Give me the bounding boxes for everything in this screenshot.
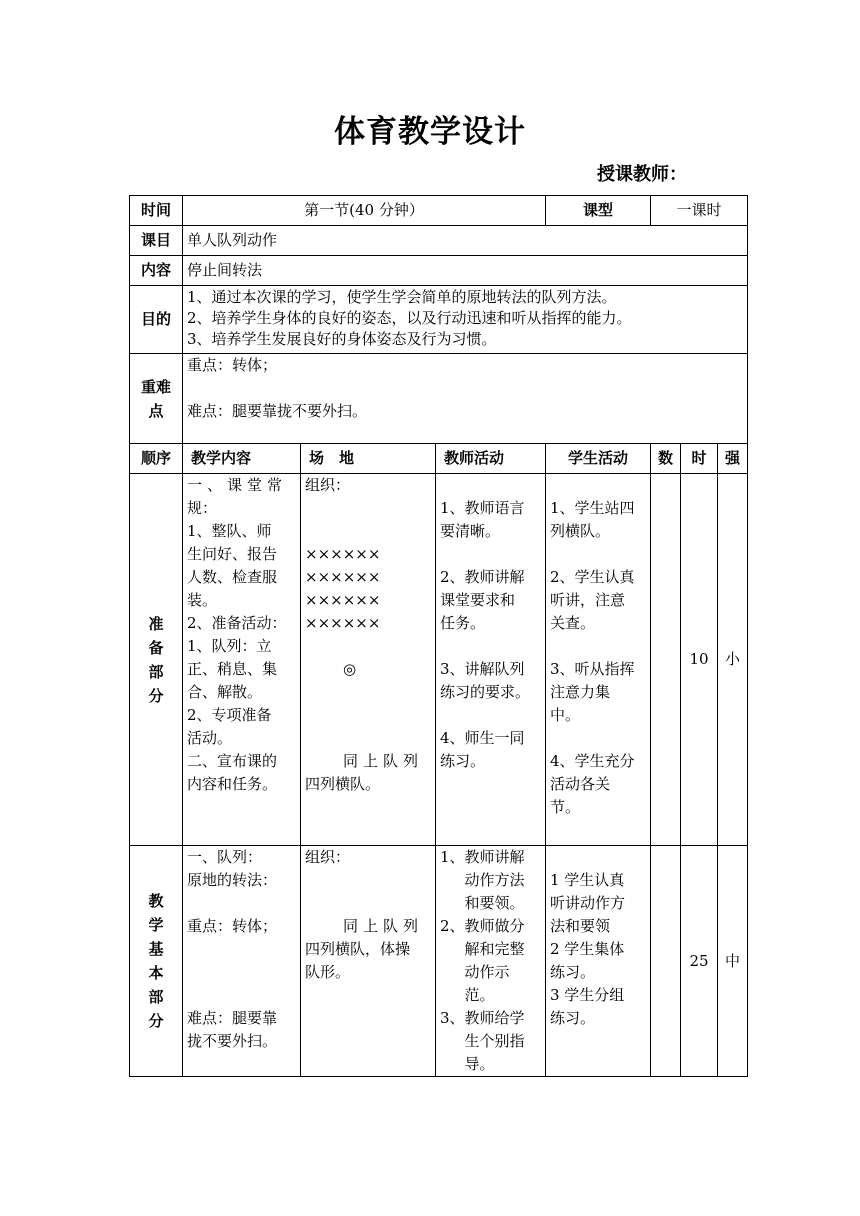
prep-content-line: 二、宣布课的 bbox=[187, 752, 278, 770]
prep-content-line: 内容和任务。 bbox=[187, 775, 278, 793]
step-line: 导。 bbox=[464, 1055, 495, 1073]
student-activity-line: 活动各关 bbox=[550, 775, 611, 793]
step-line: 生个别指 bbox=[464, 1032, 525, 1050]
student-activity-line: 听讲，注意 bbox=[550, 591, 626, 609]
main-intensity: 中 bbox=[718, 846, 748, 1077]
main-content bbox=[183, 846, 301, 1077]
type-label: 课型 bbox=[546, 196, 651, 226]
student-activity-line: 1、学生站四 bbox=[550, 499, 635, 517]
venue-note: 四列横队。 bbox=[305, 775, 381, 793]
objective-item: 1、通过本次课的学习，使学生学会简单的原地转法的队列方法。 bbox=[187, 288, 617, 306]
student-activity-line: 中。 bbox=[550, 706, 581, 724]
col-student: 学生活动 bbox=[546, 444, 651, 474]
key-points-label bbox=[130, 354, 183, 444]
org-label: 组织： bbox=[305, 476, 351, 494]
prep-intensity: 小 bbox=[718, 474, 748, 846]
student-activity-line: 听讲动作方 bbox=[550, 894, 626, 912]
student-activity-line: 1 学生认真 bbox=[550, 871, 625, 889]
prep-content-line: 装。 bbox=[187, 591, 218, 609]
step-line: 范。 bbox=[464, 986, 495, 1004]
org-label: 组织： bbox=[305, 848, 351, 866]
teacher-activity-line: 练习的要求。 bbox=[440, 683, 531, 701]
formation-row: ×××××× bbox=[305, 614, 381, 632]
student-activity-line: 关查。 bbox=[550, 614, 596, 632]
formation-row: ×××××× bbox=[305, 591, 381, 609]
key-point: 重点：转体； bbox=[187, 356, 278, 374]
main-student-activity bbox=[546, 846, 651, 1077]
step-number: 3、 bbox=[440, 1009, 465, 1027]
prep-content-line: 一、课堂常 bbox=[187, 476, 288, 494]
main-label-char: 基 bbox=[148, 940, 164, 958]
col-order: 顺序 bbox=[130, 444, 183, 474]
time-value: 第一节(40 分钟） bbox=[183, 196, 546, 226]
venue-note: 同上队列 bbox=[343, 917, 424, 935]
prep-label-char: 分 bbox=[148, 686, 164, 705]
venue-note: 队形。 bbox=[305, 963, 351, 981]
content-label: 内容 bbox=[130, 256, 183, 286]
prep-content-line: 2、准备活动： bbox=[187, 614, 287, 632]
main-difficult-point: 难点：腿要靠 bbox=[187, 1009, 278, 1027]
topic-label: 课目 bbox=[130, 226, 183, 256]
difficult-point: 难点：腿要靠拢不要外扫。 bbox=[187, 402, 368, 420]
time-label: 时间 bbox=[130, 196, 183, 226]
prep-content-line: 活动。 bbox=[187, 729, 233, 747]
student-activity-line: 节。 bbox=[550, 798, 581, 816]
key-points-text bbox=[183, 354, 748, 444]
student-activity-line: 列横队。 bbox=[550, 522, 611, 540]
main-teacher-activity bbox=[436, 846, 546, 1077]
main-label-char: 教 bbox=[148, 892, 164, 910]
step-line: 教师讲解 bbox=[464, 848, 525, 866]
main-section-label bbox=[130, 846, 183, 1077]
main-time: 25 bbox=[681, 846, 718, 1077]
key-points-label-line: 重难 bbox=[140, 377, 171, 396]
prep-label-char: 部 bbox=[148, 662, 164, 681]
prep-content-line: 生问好、报告 bbox=[187, 545, 278, 563]
step-text bbox=[465, 1007, 541, 1076]
student-activity-line: 3、听从指挥 bbox=[550, 660, 635, 678]
student-activity-line: 注意力集 bbox=[550, 683, 611, 701]
teacher-activity-line: 练习。 bbox=[440, 752, 486, 770]
teacher-activity-line: 任务。 bbox=[440, 614, 486, 632]
step-line: 和要领。 bbox=[464, 894, 525, 912]
teacher-activity-line: 2、教师讲解 bbox=[440, 568, 525, 586]
col-time: 时 bbox=[681, 444, 718, 474]
main-label-char: 部 bbox=[148, 988, 164, 1006]
step-line: 教师给学 bbox=[464, 1009, 525, 1027]
prep-content-line: 人数、检查服 bbox=[187, 568, 278, 586]
teacher-activity-line: 4、师生一同 bbox=[440, 729, 525, 747]
step-number: 1、 bbox=[440, 848, 465, 866]
main-key-point: 重点：转体； bbox=[187, 917, 278, 935]
prep-content-line: 规： bbox=[187, 499, 218, 517]
prep-content-line: 合、解散。 bbox=[187, 683, 263, 701]
step-line: 动作示 bbox=[464, 963, 510, 981]
objective-item: 3、培养学生发展良好的身体姿态及行为习惯。 bbox=[187, 330, 497, 348]
main-content-line: 原地的转法： bbox=[187, 871, 278, 889]
key-points-label-line: 点 bbox=[148, 401, 164, 420]
step-text bbox=[465, 915, 541, 1007]
col-intensity: 强 bbox=[718, 444, 748, 474]
main-label-char: 分 bbox=[148, 1012, 164, 1030]
step-line: 解和完整 bbox=[464, 940, 525, 958]
main-venue bbox=[301, 846, 436, 1077]
teacher-label: 授课教师： bbox=[597, 164, 687, 185]
objective-item: 2、培养学生身体的良好的姿态，以及行动迅速和听从指挥的能力。 bbox=[187, 309, 632, 327]
prep-content-line: 1、整队、师 bbox=[187, 522, 272, 540]
student-activity-line: 3 学生分组 bbox=[550, 986, 625, 1004]
teacher-activity-line: 3、讲解队列 bbox=[440, 660, 525, 678]
teacher-position-marker: ◎ bbox=[343, 660, 357, 678]
formation-row: ×××××× bbox=[305, 568, 381, 586]
main-count bbox=[651, 846, 681, 1077]
lesson-plan-table bbox=[129, 195, 748, 1077]
student-activity-line: 2 学生集体 bbox=[550, 940, 625, 958]
prep-section-label bbox=[130, 474, 183, 846]
prep-content-line: 1、队列：立 bbox=[187, 637, 272, 655]
content-value: 停止间转法 bbox=[183, 256, 748, 286]
type-value: 一课时 bbox=[651, 196, 748, 226]
prep-label-char: 备 bbox=[148, 638, 164, 657]
prep-teacher-activity bbox=[436, 474, 546, 846]
step-text bbox=[465, 846, 541, 915]
main-content-line: 一、队列： bbox=[187, 848, 263, 866]
prep-content-line: 正、稍息、集 bbox=[187, 660, 278, 678]
main-label-char: 学 bbox=[148, 916, 164, 934]
student-activity-line: 2、学生认真 bbox=[550, 568, 635, 586]
step-line: 动作方法 bbox=[464, 871, 525, 889]
document-title: 体育教学设计 bbox=[334, 114, 526, 150]
prep-content-line: 2、专项准备 bbox=[187, 706, 272, 724]
student-activity-line: 练习。 bbox=[550, 1009, 596, 1027]
prep-count bbox=[651, 474, 681, 846]
objectives-list bbox=[183, 286, 748, 354]
col-venue: 场 地 bbox=[301, 444, 436, 474]
col-count: 数 bbox=[651, 444, 681, 474]
topic-value: 单人队列动作 bbox=[183, 226, 748, 256]
prep-time: 10 bbox=[681, 474, 718, 846]
objectives-label: 目的 bbox=[130, 286, 183, 354]
step-line: 教师做分 bbox=[464, 917, 525, 935]
main-difficult-point: 拢不要外扫。 bbox=[187, 1032, 278, 1050]
step-number: 2、 bbox=[440, 917, 465, 935]
venue-note: 四列横队，体操 bbox=[305, 940, 411, 958]
venue-note: 同上队列 bbox=[343, 752, 424, 770]
prep-student-activity bbox=[546, 474, 651, 846]
prep-content bbox=[183, 474, 301, 846]
teacher-steps bbox=[440, 846, 541, 1076]
teacher-activity-line: 要清晰。 bbox=[440, 522, 501, 540]
student-activity-line: 4、学生充分 bbox=[550, 752, 635, 770]
prep-venue bbox=[301, 474, 436, 846]
prep-label-char: 准 bbox=[148, 614, 164, 633]
student-activity-line: 练习。 bbox=[550, 963, 596, 981]
teacher-activity-line: 1、教师语言 bbox=[440, 499, 525, 517]
formation-row: ×××××× bbox=[305, 545, 381, 563]
col-content: 教学内容 bbox=[183, 444, 301, 474]
col-teacher: 教师活动 bbox=[436, 444, 546, 474]
teacher-activity-line: 课堂要求和 bbox=[440, 591, 516, 609]
student-activity-line: 法和要领 bbox=[550, 917, 611, 935]
main-label-char: 本 bbox=[148, 964, 164, 982]
